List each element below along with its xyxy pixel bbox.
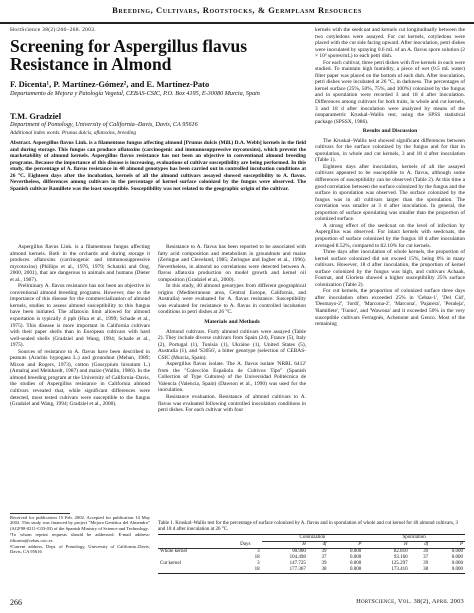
journal-meta: HortScience 38(2):266–268. 2003. (10, 27, 96, 33)
column-1 (10, 244, 150, 408)
table-header: P (459, 541, 463, 547)
table-cell: 39 (321, 548, 327, 554)
abstract: Abstract. Aspergillus flavus Link. is a filamentous fungus affecting almond [Prunus dulcis (Mill.) D.A. Webb] kernels in the field and during storage. This fungus can produce aflatoxins (carcinogenic and immunosuppressive mycotoxins), which prevent the marketability of almond kernels. Aspergillus flavus resistance has not been an objective in conventional almond breeding programs. Because the importance of this disease is increasing, evaluations of cultivar susceptibility are being performed. In this study, the percentage of A. flavus resistance in 40 almond genotypes has been carried out in controlled incubation conditions at 26 °C. Eighteen days after the incubation, kernels of all the almond cultivars assayed showed susceptibility to A. flavus. Nevertheless, differences among cultivars in the percentage of kernel surface colonized by the fungus were observed. The Spanish cultivar Ramillete was the least susceptible. Susceptibility was not related to the geographic origin of the cultivar. (10, 140, 306, 192)
table-header-empty (229, 534, 262, 541)
paragraph: A strong effect of the seedcoat on the level of infection by Aspergillus was observed. For intact kernels with seedcoats, the proportion of surface colonized by the fungus 18 d after inoculation averaged 8.52%, compared to 82.10% for cut kernels. (315, 222, 465, 249)
keywords: Additional index words. Prunus dulcis, aflatoxins, breeding (10, 130, 136, 136)
table-header-row (158, 541, 465, 548)
table-cell: 3 (257, 560, 260, 566)
table-header: Days (240, 541, 251, 547)
running-header-text: Breeding, Cultivars, Rootstocks, & Germplasm Resources (112, 5, 362, 15)
paragraph: Aspergillus flavus isolate. The A. flavus isolate 'NRRL 6412' from the "Colección Española de Cultivos Tipo" (Spanish Collection of Type Cultures) of the Universidad Politécnica de Valencia (Valencia, Spain) (Dawson et al., 1990) was used for the inoculation. (158, 361, 306, 394)
table-header: df (424, 541, 429, 547)
article-title: Screening for Aspergillus flavus Resistance in Almond (10, 36, 248, 74)
paragraph: In this study, 40 almond genotypes from different geographical origins (Mediterranean area, Central Europe, California, and Australia) were evaluated for A. flavus resistance. Susceptibility was evaluated for resistance to A. flavus in controlled incubation conditions in petri dishes at 26 °C. (158, 283, 306, 316)
table-cell: 90.900 (292, 548, 306, 554)
paragraph: Three days after inoculation of whole kernels, the proportion of kernel surface colonized did not exceed 15%, being 0% in many cultivars. However, 18 d after inoculation, the proportion of kernel surface colonized by the fungus was high, and cultivars Achaak, Fournat, and Glorieta showed a higher susceptibility 25% surface colonization (Table 2). (315, 249, 465, 288)
paragraph: Eighteen days after inoculation, kernels of all the assayed cultivars appeared to be susceptible to A. flavus, although some differences of susceptibility can be observed (Table 2). At this time a good correlation between the surface colonized by the fungus and the surface in sporulation was observed. The surface colonized by the fungus was in all cultivars larger than the sporulation. The correlation was smaller at 3 d after inoculation. In general, the proportion of surface sporulating was smaller than the proportion of colonized surface. (315, 163, 465, 223)
footnote: ²Current address, Dept. of Pomology, University of California–Davis, Davis, CA 95616 (10, 544, 150, 555)
paragraph: Resistance to A. flavus has been reported to be associated with fatty acid composition and metabolism in groundnuts and maize (Zeringue and Cleveland, 1985; Zeringue and Ingber et al., 1996). Nevertheless, in almond no correlations were detected between A. flavus aflatoxin production on model growth and kernel oil composition (Gradziel et al., 2000). (158, 244, 306, 283)
table-header (158, 541, 229, 548)
table-header: H (403, 541, 408, 547)
table-cell: 0.000 (350, 554, 362, 560)
table-row (158, 567, 465, 574)
paragraph: Preliminary A. flavus resistance has not been an objective in conventional almond breeding programs. However, due to the importance of this disease for the commercialization of almond kernels, studies to assess almond susceptibility to this fungus have been initiated. The aflatoxin limit allowed for almond exportation is typically 4 ppb (Hua et al., 1999; Schade et al., 1975). This disease is more important in California cultivars with their paper shells than in European cultivars with hard well-sealed shells (Gradziel and Wang, 1994; Schade et al., 1975). (10, 283, 150, 349)
table-cell: 125.297 (391, 560, 408, 566)
paragraph: For each cultivar, three petri dishes with five kernels in each were studied. To maintain high humidity, a piece of wet (0.5 mL water) filter paper was placed on the bottom of each dish. After inoculation, petri dishes were incubated at 26 °C, in darkness. The percentages of kernel surface (25%, 50%, 75%, and 100%) colonized by the fungus and in sporulation were recorded 3 and 18 d after inoculation. Differences among cultivars for both traits, in whole and cut kernels, 3 and 18 d after inoculation were analyzed by means of the nonparametric Kruskal–Wallis test, using the SPSS statistical package (SPSSX, 1986). (315, 59, 465, 125)
authors: F. Dicenta¹, P. Martínez-Gómez², and E. Martínez-Pato (10, 79, 210, 89)
column-3 (315, 27, 465, 328)
table-group-sporulation: Sporulation (363, 534, 465, 541)
table-cell: 147.725 (289, 560, 306, 566)
table-group-header-row (158, 534, 465, 541)
table-cell: 93.160 (393, 554, 408, 560)
section-heading-results: Results and Discussion (362, 128, 418, 135)
table-cell: 177.367 (262, 567, 308, 574)
paragraph: Almond cultivars. Forty almond cultivars were assayed (Table 2). They include diverse cultivars from Spain (24), France (5), Italy (2), Portugal (1), Tunisia (1), Ukraine (1), United States (5), Australia (1), and 'S3056', a bitter genotype (selection of CEBAS-CSIC (Murcia, Spain). (158, 328, 306, 361)
paragraph: Resistance evaluation. Resistance of almond cultivars to A. flavus was evaluated following controlled inoculation conditions in petri dishes. For each cultivar with four (158, 394, 306, 414)
table-header: P (358, 541, 362, 547)
table-cell: 173.410 (363, 567, 409, 574)
paragraph: kernels with the seedcoat and kernels cut longitudinally between the two cotyledons were assayed. For cut kernels, cotyledons were placed with the cut side facing upward. After inoculation, petri dishes were inoculated by spraying 0.6 mL of an A. flavus spore solution (2 × 10⁵ spores/mL) to each petri dish. (315, 27, 465, 60)
running-header (0, 0, 474, 24)
table-cell: Whole kernel (160, 548, 188, 554)
table-1 (158, 521, 465, 574)
column-2 (158, 244, 306, 414)
table-header: H (302, 541, 306, 547)
footnote: Received for publication 15 Feb. 2002. Accepted for publication 14 May 2002. This study was financed by project "Mejora Genética del Almendro" (AGF98-0211-C03-03) of the Spanish Ministry of Science and Technology. (10, 515, 150, 531)
page-number: 266 (10, 598, 22, 607)
paragraph: For cut kernels, the proportion of colonized surface three days after inoculation often exceeded 25% in 'Cebas-1', 'Del Cid', 'Desmayo-2', 'Jordi', 'Marcona-2', 'Marcona', 'Pajarera', 'Peraleja', 'Ramillete', 'Tuono', and 'Wawona' and it exceeded 50% in the very susceptible cultivars Ferragnès, Achenone and Genco. Most of the remaining (315, 288, 465, 328)
table-cell: 37 (321, 554, 327, 560)
table-cell: 0.000 (328, 567, 363, 574)
affiliation-second: Department of Pomology, University of California–Davis, Davis, CA 95616 (10, 121, 198, 128)
paragraph: The Kruskal–Wallis test showed significant differences between cultivars for the surface colonized by the fungus and for that in sporulation, in whole and cut kernels, 3 and 18 d after inoculation (Table 1). (315, 137, 465, 164)
table-cell: 82.810 (393, 548, 408, 554)
table-cell: 38 (308, 567, 329, 574)
footnote: ¹To whom reprint requests should be addressed. E-mail address: fdicenta@cebas.csic.es (10, 532, 150, 543)
table-header: df (322, 541, 327, 547)
table-cell: 0.000 (350, 548, 362, 554)
affiliation: Departamento de Mejora y Patología Vegetal, CEBAS-CSIC, P.O. Box 4195, E-30080 Murcia, Spain (10, 90, 260, 97)
table-cell: 39 (321, 560, 327, 566)
table-cell: 39 (423, 560, 429, 566)
table-cell: 104.498 (289, 554, 306, 560)
data-table (158, 534, 465, 574)
paragraph: Aspergillus flavus Link. is a filamentous fungus affecting almond kernels. Both in the orchards and during storage it produces aflatoxins (carcinogenic and immunosuppressive mycotoxins) (Phillips et al., 1976, 1979; Schatzki and Ong, 2000, 2001), that are dangerous to animals and humans (Dieter et al., 1987). (10, 244, 150, 283)
table-cell: 37 (423, 554, 429, 560)
table-cell: 3 (257, 548, 260, 554)
table-group-colonization: Colonization (262, 534, 364, 541)
table-cell: 18 (254, 554, 260, 560)
table-caption: Table 1. Kruskal–Wallis test for the percentage of surface colonized by A. flavus and in sporulation of whole and cut kernel for 40 almond cultivars, 3 and 18 d after inoculation at 26 °C. (158, 521, 458, 532)
footer-journal: HortScience, Vol. 38(2), April 2003 (356, 598, 464, 605)
table-cell: 0.000 (430, 567, 465, 574)
table-cell: 0.000 (451, 560, 463, 566)
table-cell: 39 (423, 548, 429, 554)
table-cell: 0.000 (451, 554, 463, 560)
table-header-empty (158, 534, 229, 541)
table-cell (158, 567, 229, 574)
table-cell: Cut kernel (160, 560, 181, 566)
table-cell: 0.000 (350, 560, 362, 566)
paragraph: Sources of resistance to A. flavus have been described in peanuts (Arachis hypogaea L.) and groundnut (Mehan, 1989; Mixon and Rogers, 1973), cotton (Gossypium hirsutum L.) (Amalraj and Meinhardt, 1987) and maize (Wallin, 1986). In the almond breeding program at the University of California–Davis, the studies of Aspergillus resistance in California almond cultivars revealed that, while significant differences were detected, most tested cultivars were susceptible to the fungus (Gradziel and Wang, 1994; Gradziel et al., 2000). (10, 348, 150, 408)
author-second: T.M. Gradziel (10, 111, 62, 121)
table-cell: 38 (410, 567, 431, 574)
table-cell: 18 (229, 567, 262, 574)
table-cell: 0.000 (451, 548, 463, 554)
section-heading-methods: Materials and Methods (204, 319, 260, 326)
footnotes (10, 515, 150, 555)
footnote-rule (10, 513, 70, 514)
